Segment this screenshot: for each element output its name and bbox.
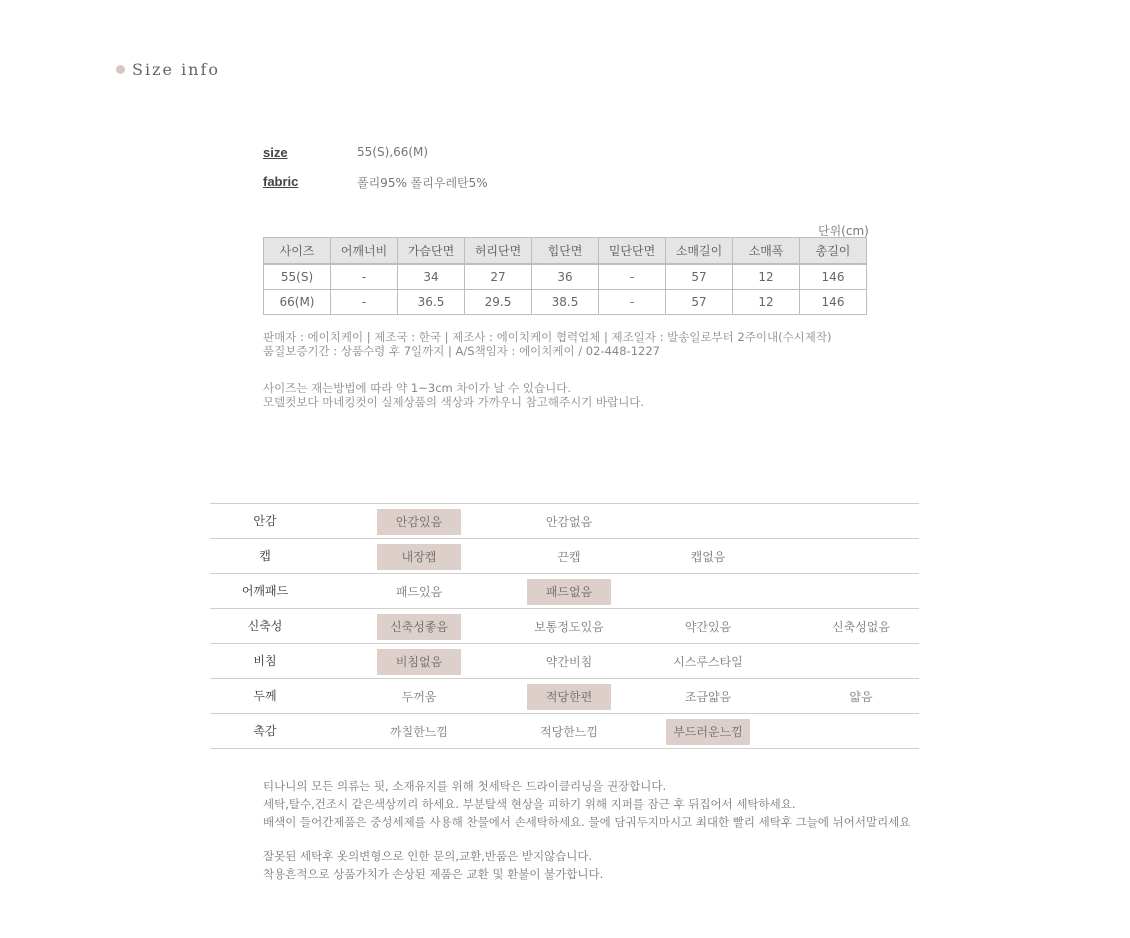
table-header-cell: 힙단면 <box>532 238 599 265</box>
attribute-option: 비침없음 <box>377 649 461 675</box>
page-title: Size info <box>132 60 221 79</box>
attribute-label: 안감 <box>253 514 277 528</box>
attribute-row-cap <box>210 539 919 574</box>
attribute-option: 적당한편 <box>527 684 611 710</box>
attribute-option <box>666 579 750 605</box>
seller-info-line: 품질보증기간 : 상품수령 후 7일까지 | A/S책임자 : 에이치케이 / 02-448-1227 <box>263 344 660 358</box>
table-cell: 66(M) <box>264 290 331 315</box>
attribute-option: 보통정도있음 <box>534 620 604 634</box>
care-line: 티나니의 모든 의류는 핏, 소재유지를 위해 첫세탁은 드라이클리닝을 권장합니다. <box>263 779 667 793</box>
table-cell: 57 <box>666 290 733 315</box>
table-cell: 146 <box>800 290 867 315</box>
table-cell: - <box>331 264 398 290</box>
table-header-cell: 허리단면 <box>465 238 532 265</box>
fabric-label: fabric <box>263 174 299 189</box>
attribute-option: 조금얇음 <box>684 690 732 704</box>
attribute-label: 신축성 <box>247 619 283 633</box>
table-row <box>264 264 867 290</box>
care-line: 착용흔적으로 상품가치가 손상된 제품은 교환 및 환불이 불가합니다. <box>263 867 604 881</box>
attribute-label: 비침 <box>253 654 277 668</box>
attribute-option: 적당한느낌 <box>540 725 598 739</box>
size-notes <box>263 381 644 409</box>
table-cell: 55(S) <box>264 264 331 290</box>
table-header-cell: 총길이 <box>800 238 867 265</box>
attribute-label: 촉감 <box>253 724 277 738</box>
table-cell: 34 <box>398 264 465 290</box>
fabric-value: 폴리95% 폴리우레탄5% <box>357 176 488 190</box>
seller-info <box>263 330 831 358</box>
table-header-row <box>264 238 867 265</box>
table-cell: - <box>599 264 666 290</box>
size-note-line: 모델컷보다 마네킹컷이 실제상품의 색상과 가까우니 참고해주시기 바랍니다. <box>263 395 645 409</box>
attribute-option: 신축성좋음 <box>377 614 461 640</box>
attribute-row-shoulder-pad <box>210 574 919 609</box>
attribute-label: 두께 <box>253 689 277 703</box>
care-instructions <box>263 777 910 831</box>
size-table <box>263 237 867 315</box>
attribute-option <box>819 509 903 535</box>
table-cell: 146 <box>800 264 867 290</box>
table-header-cell: 소매폭 <box>733 238 800 265</box>
attribute-row-sheerness <box>210 644 919 679</box>
attribute-option: 안감없음 <box>545 515 593 529</box>
seller-info-line: 판매자 : 에이치케이 | 제조국 : 한국 | 제조사 : 에이치케이 협력업체 | 제조일자 : 발송일로부터 2주이내(수시제작) <box>263 330 832 344</box>
table-header-cell: 어깨너비 <box>331 238 398 265</box>
size-value: 55(S),66(M) <box>357 145 429 159</box>
attribute-option: 안감있음 <box>377 509 461 535</box>
table-header-cell: 사이즈 <box>264 238 331 265</box>
unit-label: 단위(cm) <box>818 224 869 238</box>
table-cell: 36.5 <box>398 290 465 315</box>
care-line: 잘못된 세탁후 옷의변형으로 인한 문의,교환,반품은 받지않습니다. <box>263 849 593 863</box>
attribute-option: 캡없음 <box>690 550 726 564</box>
attribute-option: 두꺼움 <box>401 690 437 704</box>
table-header-cell: 밑단단면 <box>599 238 666 265</box>
attribute-option <box>819 544 903 570</box>
return-policy <box>263 847 603 883</box>
attribute-option <box>819 649 903 675</box>
table-header-cell: 가슴단면 <box>398 238 465 265</box>
table-cell: 36 <box>532 264 599 290</box>
table-cell: 12 <box>733 290 800 315</box>
attribute-option: 얇음 <box>849 690 873 704</box>
attribute-option: 끈캡 <box>557 550 581 564</box>
table-cell: 12 <box>733 264 800 290</box>
table-cell: - <box>331 290 398 315</box>
attribute-row-texture <box>210 714 919 749</box>
table-cell: - <box>599 290 666 315</box>
attribute-option: 부드러운느낌 <box>666 719 750 745</box>
attribute-option: 약간있음 <box>684 620 732 634</box>
size-note-line: 사이즈는 재는방법에 따라 약 1~3cm 차이가 날 수 있습니다. <box>263 381 571 395</box>
attribute-table <box>210 503 919 749</box>
care-line: 세탁,탈수,건조시 같은색상끼리 하세요. 부분탈색 현상을 피하기 위해 지퍼를 잠근 후 뒤집어서 세탁하세요. <box>263 797 796 811</box>
size-label: size <box>263 145 288 160</box>
attribute-row-lining <box>210 504 919 539</box>
attribute-option: 까칠한느낌 <box>390 725 448 739</box>
table-cell: 57 <box>666 264 733 290</box>
attribute-option: 시스루스타일 <box>673 655 743 669</box>
attribute-option <box>819 579 903 605</box>
attribute-row-stretch <box>210 609 919 644</box>
attribute-option <box>819 719 903 745</box>
bullet-dot-icon <box>116 65 125 74</box>
attribute-row-thickness <box>210 679 919 714</box>
attribute-option: 패드없음 <box>527 579 611 605</box>
attribute-option <box>666 509 750 535</box>
table-cell: 27 <box>465 264 532 290</box>
attribute-option: 약간비침 <box>545 655 593 669</box>
attribute-label: 어깨패드 <box>241 584 289 598</box>
attribute-option: 내장캡 <box>377 544 461 570</box>
section-title <box>116 60 220 79</box>
table-cell: 29.5 <box>465 290 532 315</box>
attribute-option: 패드있음 <box>395 585 443 599</box>
attribute-option: 신축성없음 <box>832 620 890 634</box>
attribute-label: 캡 <box>259 549 271 563</box>
table-row <box>264 290 867 315</box>
table-header-cell: 소매길이 <box>666 238 733 265</box>
table-cell: 38.5 <box>532 290 599 315</box>
care-line: 배색이 들어간제품은 중성세제를 사용해 찬물에서 손세탁하세요. 물에 담궈두지마시고 최대한 빨리 세탁후 그늘에 뉘어서말리세요 <box>263 815 911 829</box>
